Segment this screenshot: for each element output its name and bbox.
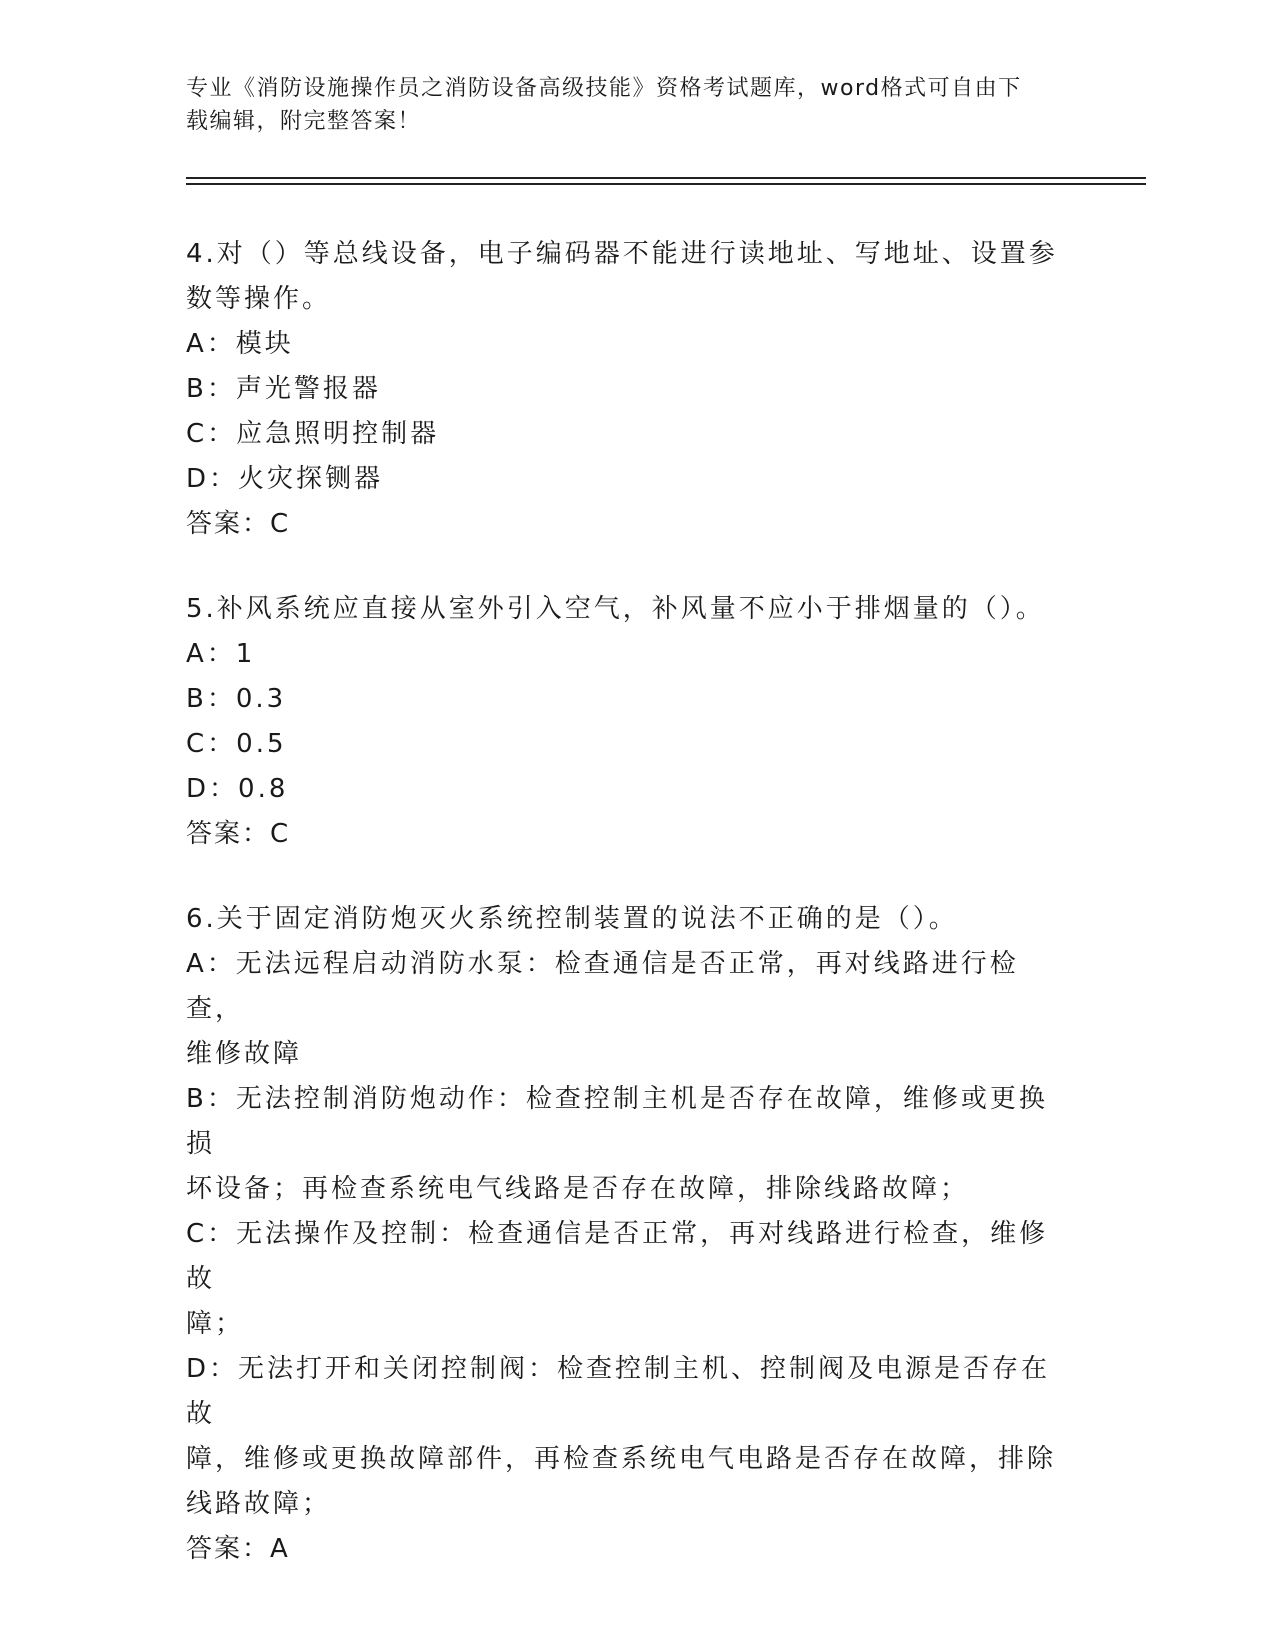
answer-value: C [270,509,291,539]
option-line: D：无法打开和关闭控制阀：检查控制主机、控制阀及电源是否存在故 [186,1354,1051,1429]
question-text-line: 5.补风系统应直接从室外引入空气，补风量不应小于排烟量的（）。 [186,594,1045,624]
question-text-line: 4.对（）等总线设备，电子编码器不能进行读地址、写地址、设置参 [186,239,1058,269]
option-line: 坏设备；再检查系统电气线路是否存在故障，排除线路故障； [186,1174,970,1204]
document-header [186,72,1066,138]
question-text [186,232,1066,322]
option-line: C：0.5 [186,729,287,759]
option-line: 线路故障； [186,1489,332,1519]
option-c [186,1212,1066,1347]
option-line: 障，维修或更换故障部件，再检查系统电气电路是否存在故障，排除 [186,1444,1057,1474]
option-b [186,1077,1066,1212]
answer-line [186,812,1066,857]
header-divider-top [186,177,1146,179]
option-d [186,457,1066,502]
option-b [186,367,1066,412]
answer-line [186,1527,1066,1572]
header-line-1: 专业《消防设施操作员之消防设备高级技能》资格考试题库，word格式可自由下 [186,76,1022,101]
option-line: A：模块 [186,329,294,359]
header-divider-bottom [186,183,1146,185]
question-text [186,587,1066,632]
option-line: 障； [186,1309,245,1339]
option-line: 维修故障 [186,1039,303,1069]
option-c [186,412,1066,457]
option-b [186,677,1066,722]
header-line-2: 载编辑，附完整答案！ [186,109,422,134]
question-6 [186,897,1066,1572]
question-4 [186,232,1066,547]
question-list [186,232,1066,1612]
answer-line [186,502,1066,547]
option-line: C：无法操作及控制：检查通信是否正常，再对线路进行检查，维修故 [186,1219,1049,1294]
question-text [186,897,1066,942]
option-line: B：声光警报器 [186,374,381,404]
answer-value: A [270,1534,290,1564]
option-a [186,322,1066,367]
option-line: B：无法控制消防炮动作：检查控制主机是否存在故障，维修或更换损 [186,1084,1048,1159]
option-d [186,767,1066,812]
option-line: A：1 [186,639,256,669]
answer-label: 答案： [186,509,271,539]
option-line: B：0.3 [186,684,287,714]
option-line: A：无法远程启动消防水泵：检查通信是否正常，再对线路进行检查， [186,949,1019,1024]
option-line: D：0.8 [186,774,289,804]
option-c [186,722,1066,767]
answer-label: 答案： [186,1534,271,1564]
option-a [186,942,1066,1077]
option-d [186,1347,1066,1527]
option-a [186,632,1066,677]
answer-value: C [270,819,291,849]
question-text-line: 6.关于固定消防炮灭火系统控制装置的说法不正确的是（）。 [186,904,958,934]
option-line: C：应急照明控制器 [186,419,440,449]
answer-label: 答案： [186,819,271,849]
question-5 [186,587,1066,857]
option-line: D：火灾探铡器 [186,464,384,494]
question-text-line: 数等操作。 [186,284,332,314]
